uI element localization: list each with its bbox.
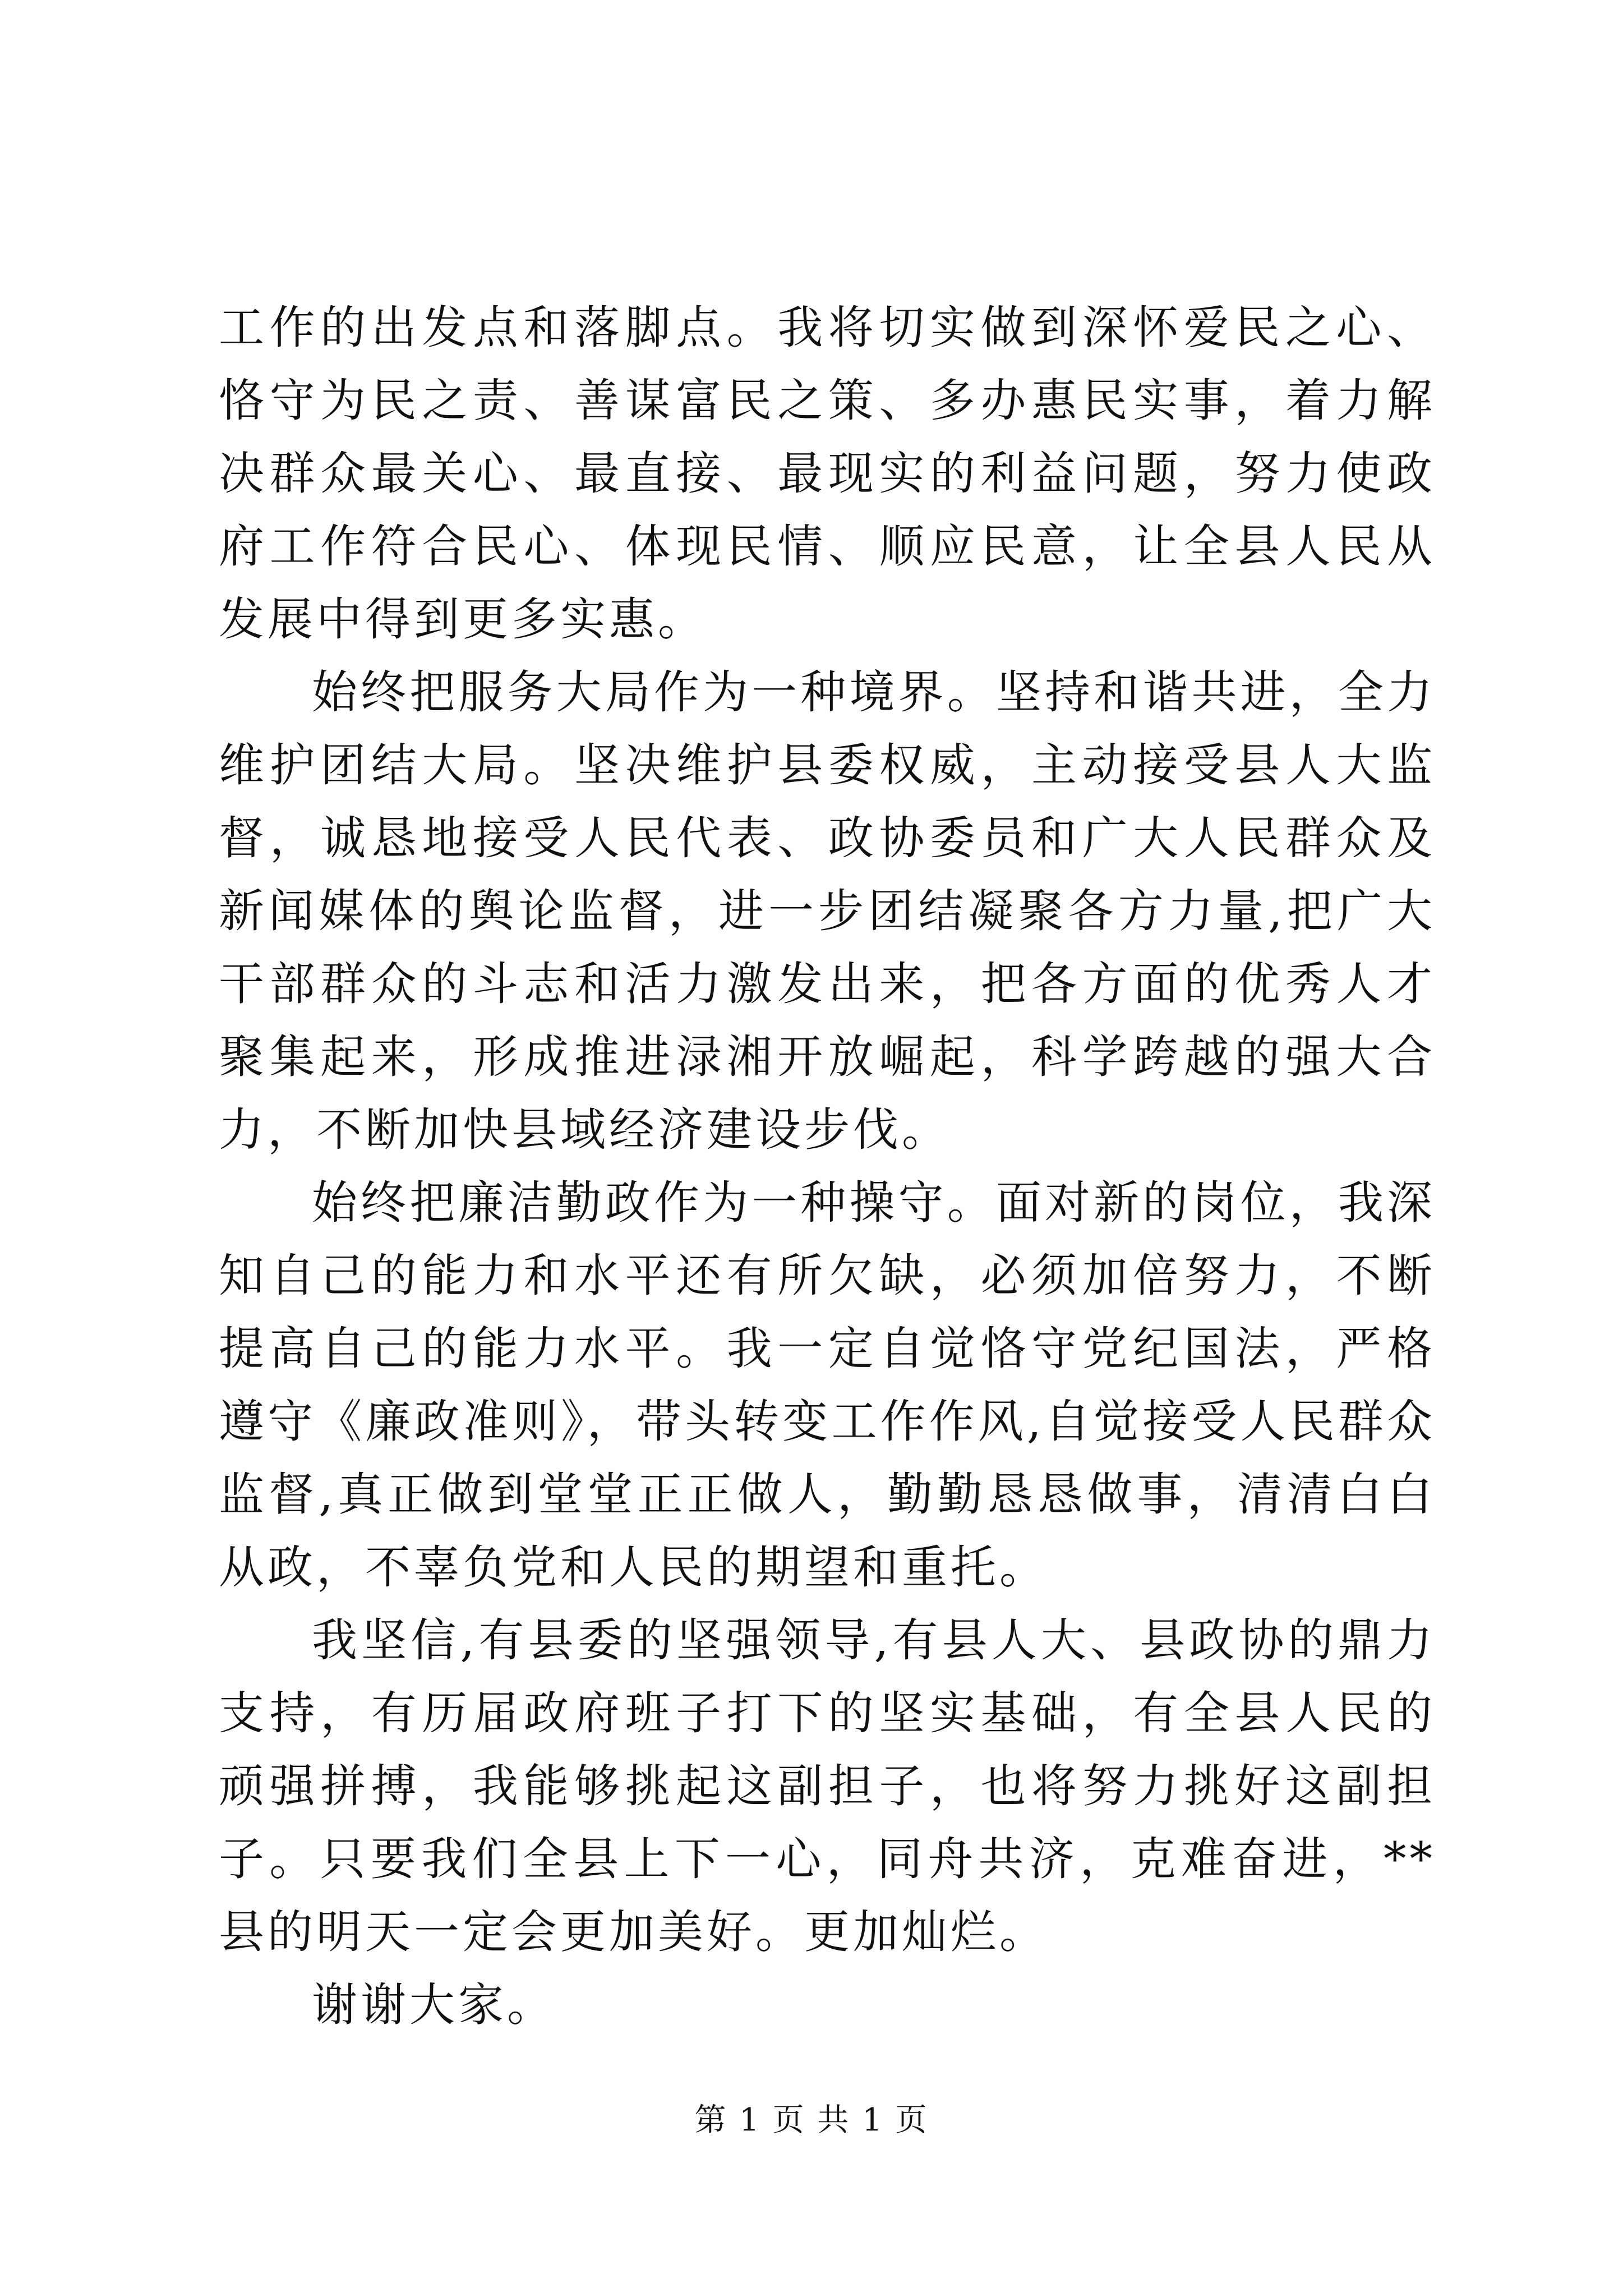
paragraph-thanks: 谢谢大家。 [312,1979,556,2032]
paragraph-belief: 我坚信,有县委的坚强领导,有县人大、县政协的鼎力支持，有历届政府班子打下的坚实基础，有全县人民的顽强拼搏，我能够挑起这副担子，也将努力挑好这副担子。只要我们全县上下一心，同舟共济，克难奋进，**县的明天一定会更加美好。更加灿烂。 [219,1614,1436,1959]
document-body [219,292,1436,2042]
paragraph-continuation: 工作的出发点和落脚点。我将切实做到深怀爱民之心、恪守为民之责、善谋富民之策、多办惠民实事，着力解决群众最关心、最直接、最现实的利益问题，努力使政府工作符合民心、体现民情、顺应民意，让全县人民从发展中得到更多实惠。 [219,302,1436,646]
page-footer: 第 1 页 共 1 页 [694,2102,929,2138]
paragraph-serve-overall: 始终把服务大局作为一种境界。坚持和谐共进，全力维护团结大局。坚决维护县委权威，主动接受县人大监督，诚恳地接受人民代表、政协委员和广大人民群众及新闻媒体的舆论监督，进一步团结凝聚各方力量,把广大干部群众的斗志和活力激发出来，把各方面的优秀人才聚集起来，形成推进渌湘开放崛起，科学跨越的强大合力，不断加快县域经济建设步伐。 [219,666,1436,1157]
paragraph-integrity: 始终把廉洁勤政作为一种操守。面对新的岗位，我深知自己的能力和水平还有所欠缺，必须加倍努力，不断提高自己的能力水平。我一定自觉恪守党纪国法，严格遵守《廉政准则》，带头转变工作作风,自觉接受人民群众监督,真正做到堂堂正正做人，勤勤恳恳做事，清清白白从政，不辜负党和人民的期望和重托。 [219,1177,1436,1594]
